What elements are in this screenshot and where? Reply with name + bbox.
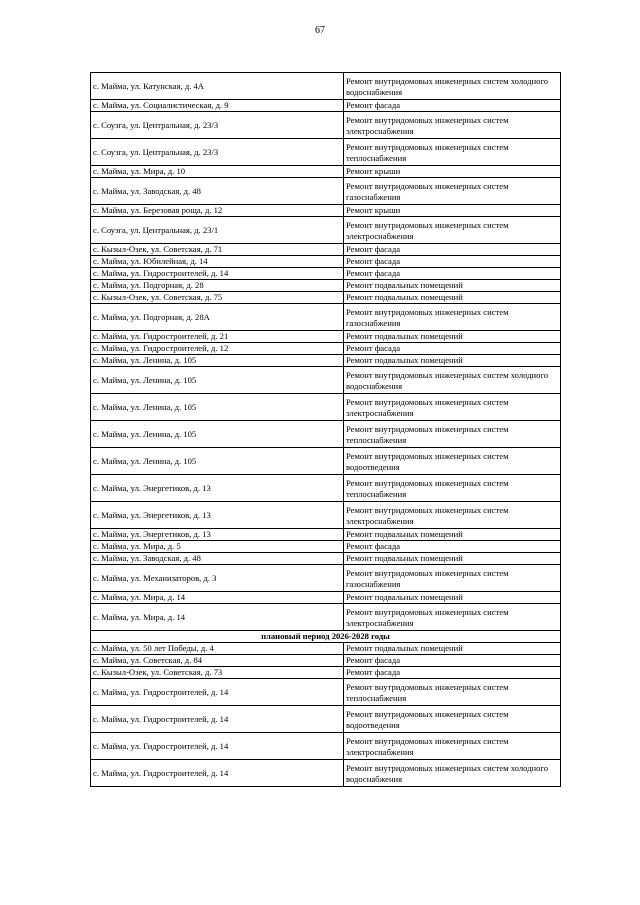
table-row: [91, 268, 561, 280]
work-type-cell: Ремонт подвальных помещений: [344, 280, 561, 292]
address-cell: с. Майма, ул. Ленина, д. 105: [91, 367, 344, 394]
table-row: [91, 448, 561, 475]
address-cell: с. Майма, ул. Гидростроителей, д. 14: [91, 268, 344, 280]
address-cell: с. Майма, ул. Гидростроителей, д. 14: [91, 706, 344, 733]
table-row: [91, 112, 561, 139]
table-row: [91, 394, 561, 421]
address-cell: с. Майма, ул. Советская, д. 84: [91, 655, 344, 667]
work-type-cell: Ремонт внутридомовых инженерных систем электроснабжения: [344, 394, 561, 421]
work-type-cell: Ремонт внутридомовых инженерных систем газоснабжения: [344, 178, 561, 205]
address-cell: с. Майма, ул. Социалистическая, д. 9: [91, 100, 344, 112]
address-cell: с. Майма, ул. Заводская, д. 48: [91, 178, 344, 205]
work-type-cell: Ремонт фасада: [344, 343, 561, 355]
table-row: [91, 604, 561, 631]
work-type-cell: Ремонт внутридомовых инженерных систем холодного водоснабжения: [344, 73, 561, 100]
work-type-cell: Ремонт крыши: [344, 166, 561, 178]
table-row: [91, 343, 561, 355]
work-type-cell: Ремонт внутридомовых инженерных систем электроснабжения: [344, 112, 561, 139]
address-cell: с. Майма, ул. Ленина, д. 105: [91, 355, 344, 367]
address-cell: с. Майма, ул. Ленина, д. 105: [91, 394, 344, 421]
table-row: [91, 643, 561, 655]
table-row: [91, 256, 561, 268]
table-row: [91, 139, 561, 166]
address-cell: с. Майма, ул. Энергетиков, д. 13: [91, 502, 344, 529]
address-cell: с. Майма, ул. Гидростроителей, д. 12: [91, 343, 344, 355]
work-type-cell: Ремонт внутридомовых инженерных систем теплоснабжения: [344, 421, 561, 448]
table-row: [91, 367, 561, 394]
work-type-cell: Ремонт подвальных помещений: [344, 643, 561, 655]
address-cell: с. Майма, ул. Механизаторов, д. 3: [91, 565, 344, 592]
work-type-cell: Ремонт фасада: [344, 268, 561, 280]
address-cell: с. Майма, ул. Березовая роща, д. 12: [91, 205, 344, 217]
work-type-cell: Ремонт внутридомовых инженерных систем газоснабжения: [344, 565, 561, 592]
address-cell: с. Майма, ул. Ленина, д. 105: [91, 421, 344, 448]
address-cell: с. Майма, ул. Мира, д. 14: [91, 592, 344, 604]
work-type-cell: Ремонт внутридомовых инженерных систем теплоснабжения: [344, 139, 561, 166]
work-type-cell: Ремонт крыши: [344, 205, 561, 217]
table-row: [91, 304, 561, 331]
address-cell: с. Майма, ул. Юбилейная, д. 14: [91, 256, 344, 268]
address-cell: с. Майма, ул. Подгорная, д. 28: [91, 280, 344, 292]
table-row: [91, 655, 561, 667]
address-cell: с. Майма, ул. Подгорная, д. 28А: [91, 304, 344, 331]
table-row: [91, 421, 561, 448]
work-type-cell: Ремонт внутридомовых инженерных систем водоотведения: [344, 706, 561, 733]
table-row: [91, 217, 561, 244]
table-row: [91, 73, 561, 100]
work-type-cell: Ремонт подвальных помещений: [344, 331, 561, 343]
work-type-cell: Ремонт фасада: [344, 244, 561, 256]
table-row: [91, 205, 561, 217]
table-row: [91, 529, 561, 541]
work-type-cell: Ремонт фасада: [344, 667, 561, 679]
work-type-cell: Ремонт внутридомовых инженерных систем электроснабжения: [344, 502, 561, 529]
work-type-cell: Ремонт подвальных помещений: [344, 529, 561, 541]
address-cell: с. Кызыл-Озек, ул. Советская, д. 71: [91, 244, 344, 256]
address-cell: с. Майма, ул. Энергетиков, д. 13: [91, 475, 344, 502]
table-body-planned: [91, 643, 561, 787]
work-type-cell: Ремонт внутридомовых инженерных систем газоснабжения: [344, 304, 561, 331]
table-row: [91, 355, 561, 367]
table-row: [91, 292, 561, 304]
table-row: [91, 541, 561, 553]
work-type-cell: Ремонт внутридомовых инженерных систем холодного водоснабжения: [344, 760, 561, 787]
table-row: [91, 679, 561, 706]
address-cell: с. Майма, ул. Катунская, д. 4А: [91, 73, 344, 100]
work-type-cell: Ремонт фасада: [344, 655, 561, 667]
table-row: [91, 100, 561, 112]
table-row: [91, 760, 561, 787]
address-cell: с. Майма, ул. 50 лет Победы, д. 4: [91, 643, 344, 655]
work-type-cell: Ремонт внутридомовых инженерных систем теплоснабжения: [344, 679, 561, 706]
address-cell: с. Майма, ул. Ленина, д. 105: [91, 448, 344, 475]
table-row: [91, 475, 561, 502]
work-type-cell: Ремонт внутридомовых инженерных систем холодного водоснабжения: [344, 367, 561, 394]
table-row: [91, 502, 561, 529]
table-row: [91, 706, 561, 733]
page-number: 67: [315, 25, 325, 36]
address-cell: с. Майма, ул. Энергетиков, д. 13: [91, 529, 344, 541]
address-cell: с. Майма, ул. Мира, д. 10: [91, 166, 344, 178]
work-type-cell: Ремонт внутридомовых инженерных систем электроснабжения: [344, 733, 561, 760]
address-cell: с. Кызыл-Озек, ул. Советская, д. 73: [91, 667, 344, 679]
table-row: [91, 667, 561, 679]
address-cell: с. Соузга, ул. Центральная, д. 23/3: [91, 112, 344, 139]
address-cell: с. Майма, ул. Гидростроителей, д. 14: [91, 679, 344, 706]
table-body-section: [91, 631, 561, 643]
address-cell: с. Соузга, ул. Центральная, д. 23/1: [91, 217, 344, 244]
section-title: плановый период 2026-2028 годы: [91, 631, 561, 643]
address-cell: с. Майма, ул. Мира, д. 14: [91, 604, 344, 631]
work-type-cell: Ремонт внутридомовых инженерных систем электроснабжения: [344, 604, 561, 631]
address-cell: с. Майма, ул. Заводская, д. 48: [91, 553, 344, 565]
address-cell: с. Майма, ул. Гидростроителей, д. 21: [91, 331, 344, 343]
work-type-cell: Ремонт подвальных помещений: [344, 553, 561, 565]
table-row: [91, 565, 561, 592]
work-type-cell: Ремонт фасада: [344, 100, 561, 112]
work-type-cell: Ремонт внутридомовых инженерных систем теплоснабжения: [344, 475, 561, 502]
repair-works-table: [90, 72, 561, 787]
address-cell: с. Майма, ул. Мира, д. 5: [91, 541, 344, 553]
table-row: [91, 553, 561, 565]
table-row: [91, 178, 561, 205]
work-type-cell: Ремонт подвальных помещений: [344, 355, 561, 367]
work-type-cell: Ремонт фасада: [344, 541, 561, 553]
work-type-cell: Ремонт подвальных помещений: [344, 592, 561, 604]
work-type-cell: Ремонт внутридомовых инженерных систем электроснабжения: [344, 217, 561, 244]
table-row: [91, 166, 561, 178]
work-type-cell: Ремонт внутридомовых инженерных систем водоотведения: [344, 448, 561, 475]
table-row: [91, 244, 561, 256]
table-row: [91, 592, 561, 604]
table-row: [91, 733, 561, 760]
address-cell: с. Майма, ул. Гидростроителей, д. 14: [91, 760, 344, 787]
table-row: [91, 280, 561, 292]
address-cell: с. Кызыл-Озек, ул. Советская, д. 75: [91, 292, 344, 304]
address-cell: с. Соузга, ул. Центральная, д. 23/3: [91, 139, 344, 166]
work-type-cell: Ремонт подвальных помещений: [344, 292, 561, 304]
table-row: [91, 331, 561, 343]
address-cell: с. Майма, ул. Гидростроителей, д. 14: [91, 733, 344, 760]
section-row: [91, 631, 561, 643]
work-type-cell: Ремонт фасада: [344, 256, 561, 268]
table-body-main: [91, 73, 561, 631]
